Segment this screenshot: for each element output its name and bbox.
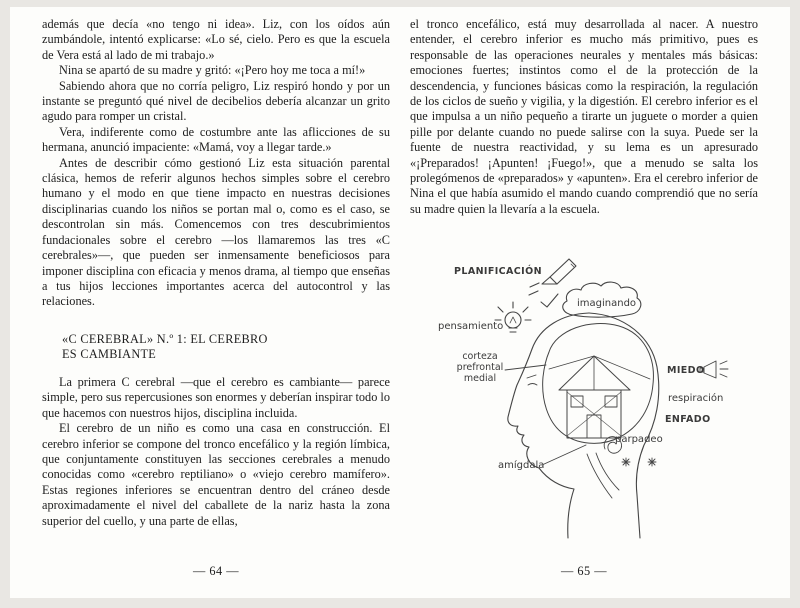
label-parpadeo: parpadeo — [615, 434, 663, 445]
label-line: medial — [463, 373, 497, 384]
heading-line: «C CEREBRAL» N.º 1: EL CEREBRO — [62, 331, 268, 346]
page-number-right: — 65 — — [560, 564, 608, 578]
label-imaginando: imaginando — [577, 298, 637, 309]
amigdala-connector-line — [542, 445, 586, 465]
section-heading — [62, 332, 390, 363]
label-planificacion: PLANIFICACIÓN — [454, 266, 542, 277]
paragraph: La primera C cerebral —que el cerebro es cambiante— parece simple, pero sus repercusiones son enormes y deberían inspirar todo lo que hacemos con nuestros hijos, disciplina incluida. — [42, 374, 390, 420]
paragraph: además que decía «no tengo ni idea». Liz, con los oídos aún zumbándole, intentó explicarse: «Lo sé, cielo. Pero es que la escuela de Vera está al lado de mi trabajo.» — [42, 17, 390, 62]
label-miedo: MIEDO — [667, 365, 705, 376]
label-line: prefrontal — [456, 362, 504, 373]
paragraph: Antes de describir cómo gestionó Liz esta situación parental clásica, hemos de referir algunos hechos simples sobre el cerebro humano y el modo en que tiene impacto en nuestras decisiones disciplinarias cuando los niños se portan mal o, como es el caso, se descontrolan sin más. Comencemos con tres descubrimientos fundacionales sobre el cerebro —los llamaremos las tres «C cerebrales»—, que pueden ser inmensamente beneficiosos para imponer disciplina con eficacia y menos drama, al tiempo que enseñas a tus hijos lecciones importantes acerca del autocontrol y las relaciones. — [42, 155, 390, 309]
page-left-text — [42, 17, 390, 529]
label-corteza-prefrontal-medial — [448, 351, 512, 384]
page-left — [42, 17, 390, 605]
paragraph: Nina se apartó de su madre y gritó: «¡Pero hoy me toca a mí!» — [59, 63, 366, 78]
paragraph: El cerebro de un niño es como una casa en construcción. El cerebro inferior se compone del tronco encefálico y la región límbica, que conjuntamente constituyen las secciones cerebrales a menudo conocidas como «cerebro reptiliano» o «viejo cerebro mamífero». Estas regiones inferiores se encuentran dentro del cráneo desde aproximadamente el nivel del caballete de la nariz hasta la zona superior del cuello, y una parte de ellas, — [42, 421, 390, 528]
page-right — [410, 17, 758, 605]
label-enfado: ENFADO — [665, 414, 711, 425]
paragraph: el tronco encefálico, está muy desarrollada al nacer. A nuestro entender, el cerebro inferior es mucho más primitivo, pues es responsable de las operaciones neurales y mentales más básicas: emociones fuertes; instintos como el de la protección de la descendencia, y funciones básicas como la respiración, la regulación de los ciclos de sueño y vigilia, y la digestión. El cerebro inferior es el que impulsa a un niño pequeño a tirarte un juguete o morder a quien pille por delante cuando no puede salirse con la suya. Puede ser la fuente de nuestra reactividad, y su lema es un apresurado «¡Preparados! ¡Apunten! ¡Fuego!», que a menudo se salta los prolegómenos de «preparados» y «apunten». Era el cerebro inferior de Nina el que había asumido el mando cuando comprendió que no sería su madre quien la llevaría a la escuela. — [410, 17, 758, 216]
brain-diagram — [410, 257, 758, 567]
paragraph: Vera, indiferente como de costumbre ante las aflicciones de su hermana, anunció impaciente: «Mamá, voy a llegar tarde.» — [42, 124, 390, 155]
heading-line: ES CAMBIANTE — [62, 347, 157, 362]
head-profile-illustration — [508, 313, 659, 538]
page-number-left: — 64 — — [192, 564, 240, 578]
label-respiracion: respiración — [668, 393, 724, 404]
label-line: corteza — [462, 351, 498, 362]
label-pensamiento: pensamiento — [438, 321, 504, 332]
paragraph: Sabiendo ahora que no corría peligro, Liz respiró hondo y por un instante se preguntó qué nivel de decibelios debería alcanzar un grito agudo para romper un cristal. — [42, 78, 390, 124]
page-right-text — [410, 17, 758, 217]
book-spread — [10, 7, 790, 598]
label-amigdala: amígdala — [498, 460, 545, 471]
